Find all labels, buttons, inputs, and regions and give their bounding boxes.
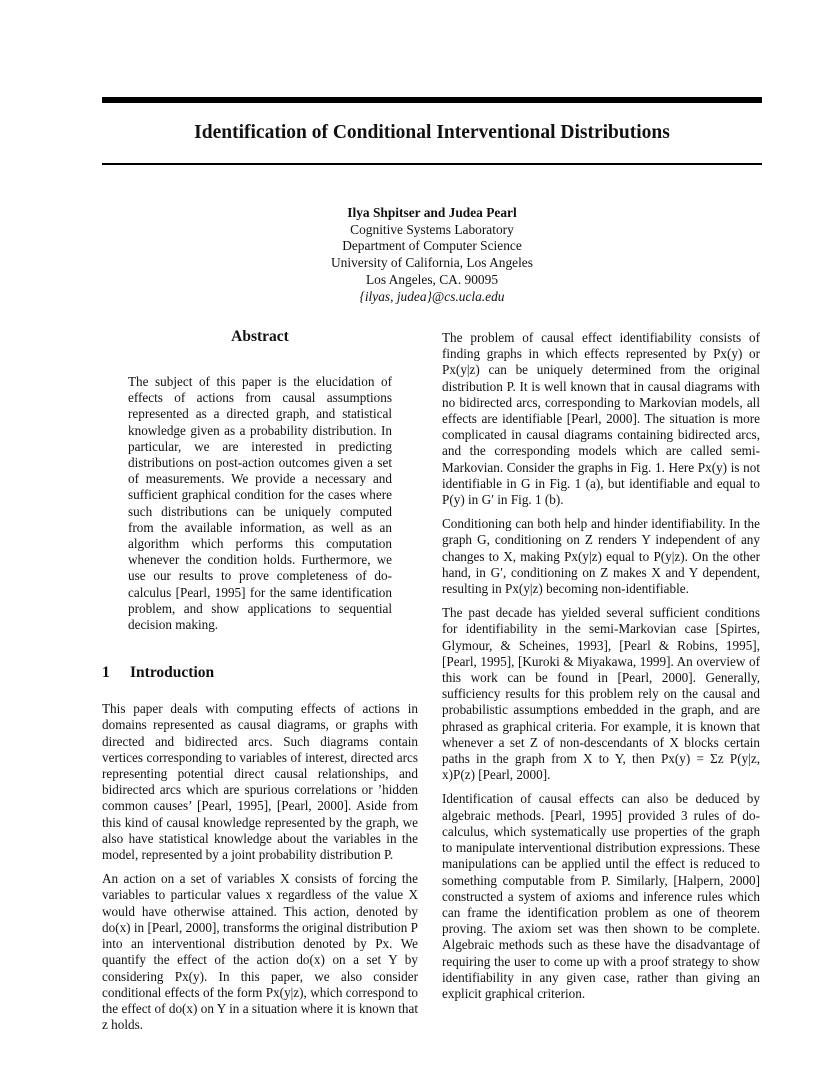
section-title: Introduction (130, 664, 215, 682)
top-rule (102, 97, 762, 103)
author-lab: Cognitive Systems Laboratory (350, 221, 514, 237)
author-names: Ilya Shpitser and Judea Pearl (347, 205, 517, 220)
right-paragraph-4: Identification of causal effects can also be deduced by algebraic methods. [Pearl, 1995] provided 3 rules of do-calculus, which systematically use properties of the graph to manipulate interventional distribution expressions. These manipulations can be applied until the effect is reduced to something computable from P. Similarly, [Halpern, 2000] constructed a system of axioms and inference rules which can frame the identification problem as one of theorem proving. The axiom set was then shown to be complete. Algebraic methods such as these have the disadvantage of requiring the user to come up with a proof strategy to show identifiability in any given case, rather than giving an explicit graphical criterion. (442, 791, 760, 1001)
right-paragraph-3: The past decade has yielded several sufficient conditions for identifiability in the semi-Markovian case [Spirtes, Glymour, & Scheines, 1993], [Pearl & Robins, 1995], [Pearl, 1995], [Kuroki & Miyakawa, 1999]. An overview of this work can be found in [Pearl, 2000]. Generally, sufficiency results for this problem rely on the causal and probabilistic assumptions embedded in the graph, and are phrased as graphical criteria. For example, it is known that whenever a set Z of non-descendants of X blocks certain paths in the graph from X to Y, then Px(y) = Σz P(y|z, x)P(z) [Pearl, 2000]. (442, 605, 760, 783)
section-number: 1 (102, 664, 110, 682)
right-column (442, 330, 760, 1010)
intro-paragraph-2: An action on a set of variables X consists of forcing the variables to particular values x regardless of the value X would have otherwise attained. This action, denoted by do(x) in [Pearl, 2000], transforms the original distribution P into an interventional distribution denoted by Px. We quantify the effect of the action do(x) on a set Y by considering Px(y). In this paper, we also consider conditional effects of the form Px(y|z), which correspond to the effect of do(x) on Y in a situation where it is known that z holds. (102, 871, 418, 1033)
author-block (102, 205, 762, 305)
author-city: Los Angeles, CA. 90095 (365, 271, 499, 287)
author-email: {ilyas, judea}@cs.ucla.edu (359, 288, 505, 304)
title-rule (102, 163, 762, 165)
section-heading-introduction (102, 663, 418, 683)
right-paragraph-1: The problem of causal effect identifiability consists of finding graphs in which effects represented by Px(y) or Px(y|z) can be uniquely determined from the original distribution P. It is well known that in causal diagrams with no bidirected arcs, corresponding to Markovian models, all effects are identifiable [Pearl, 2000]. The situation is more complicated in causal diagrams containing bidirected arcs, and the corresponding models which are called semi-Markovian. Consider the graphs in Fig. 1. Here Px(y) is not identifiable in G in Fig. 1 (a), but identifiable and equal to P(y) in G′ in Fig. 1 (b). (442, 330, 760, 508)
intro-paragraph-1: This paper deals with computing effects of actions in domains represented as causal diagrams, or graphs with directed and bidirected arcs. Such diagrams contain vertices corresponding to variables of interest, directed arcs representing potential direct causal relationships, and bidirected arcs which are spurious correlations or ’hidden common causes’ [Pearl, 1995], [Pearl, 2000]. Aside from this kind of causal knowledge represented by the graph, we also have statistical knowledge about the variables in the model, represented by a joint probability distribution P. (102, 701, 418, 863)
abstract-heading: Abstract (231, 328, 289, 345)
author-dept: Department of Computer Science (342, 238, 522, 254)
left-column (102, 327, 418, 1041)
right-paragraph-2: Conditioning can both help and hinder identifiability. In the graph G, conditioning on Z renders Y independent of any changes to X, making Px(y|z) equal to P(y|z). On the other hand, in G′, conditioning on Z makes X and Y dependent, resulting in Px(y|z) becoming non-identifiable. (442, 516, 760, 597)
abstract-text: The subject of this paper is the elucidation of effects of actions from causal assumptions represented as a directed graph, and statistical knowledge given as a probability distribution. In particular, we are interested in predicting distributions on post-action outcomes given a set of measurements. We provide a necessary and sufficient graphical condition for the cases where such distributions can be uniquely computed from the available information, as well as an algorithm which performs this computation whenever the condition holds. Furthermore, we use our results to prove completeness of do-calculus [Pearl, 1995] for the same identification problem, and show applications to sequential decision making. (128, 374, 392, 633)
author-univ: University of California, Los Angeles (331, 255, 533, 271)
paper-title: Identification of Conditional Interventional Distributions (194, 122, 670, 143)
